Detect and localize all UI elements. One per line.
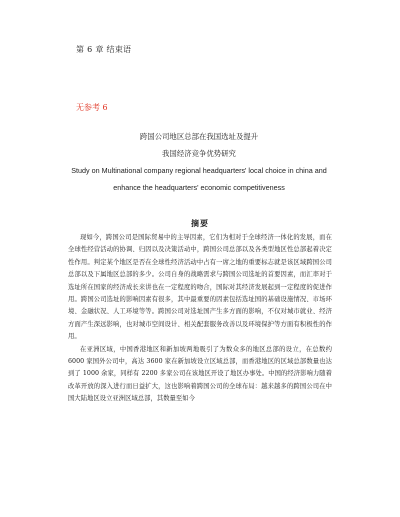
abstract-heading: 摘要 [191,218,209,228]
abstract-body [68,232,332,406]
title-block [68,128,330,196]
title-en-line-1: Study on Multinational company regional headquarters' local choice in china and [71,166,327,175]
title-zh-line-1: 跨国公司地区总部在我国选址及提升 [139,132,259,141]
abstract-paragraph-1: 现如今，跨国公司是国际贸易中的主导因素，它们为相对于全球经济一体化的发展，而在全球性经营活动的协调、归因以及决策活动中，跨国公司总部以及各类型地区性总部起着决定性作用。判定某个地区是否在全球性经济活动中占有一席之地的重要标志就是该区域跨国公司总部以及下属地区总部的多少。公司自身的战略需求与跨国公司选址的首要因素，而汇率对于选址所在国家的经济成长来讲也在一定程度的吻合，国际对其经济发展起到一定程度的促进作用。跨国公司选址的影响因素有很多，其中最重要的因素包括选址国的基础设施情况、市场环境、金融状况、人工环境等等。跨国公司对选址国产生多方面的影响，不仅对城市就业、经济方面产生深远影响，也对城市空间设计、相关配套服务改善以及环境保护等方面有积极性的作用。 [68,234,332,341]
title-zh-line-2: 我国经济竞争优势研究 [162,149,236,158]
reference-code: 无参考 6 [76,103,108,112]
chapter-header: 第 6 章 结束语 [76,45,132,54]
title-en-line-2: enhance the headquarters' economic competitiveness [113,183,285,192]
abstract-paragraph-2: 在亚洲区域，中国香港地区和新加坡两地吸引了为数众多的地区总部的设立，在总数约 6000 家国外公司中，高达 3600 家在新加坡设立区域总部，而香港地区的区域总部数量也达到了 1000 余家，同样有 2200 多家公司在该地区开设了地区办事处。中国的经济影响力随着改革开放的深入进行而日益扩大，这也影响着跨国公司的全球布局：越来越多的跨国公司在中国大陆地区设立亚洲区域总部，其数量至如今 [68,345,332,403]
